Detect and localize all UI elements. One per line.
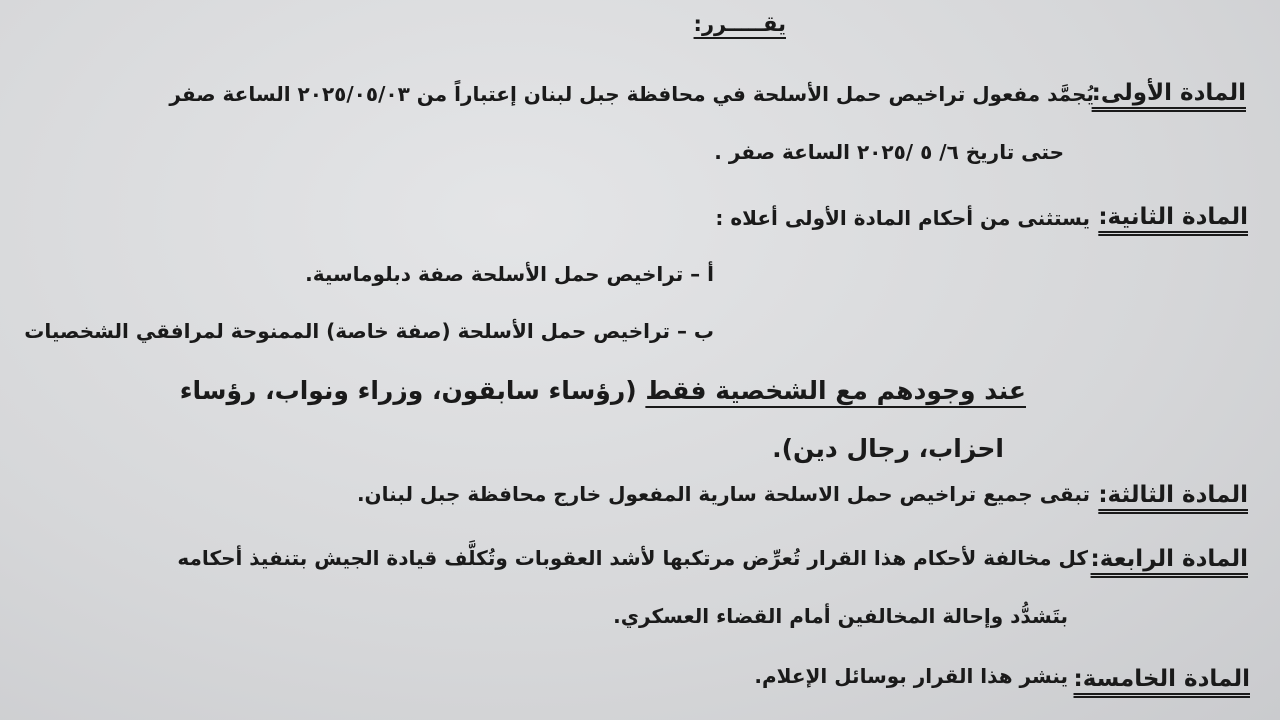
article-2-item-b: ب – تراخيص حمل الأسلحة (صفة خاصة) الممنوحة لمرافقي الشخصيات [24, 319, 714, 343]
article-3-line-1: تبقى جميع تراخيص حمل الاسلحة سارية المفعول خارج محافظة جبل لبنان. [356, 482, 1090, 506]
article-2-emphasis-underlined: عند وجودهم مع الشخصية فقط [645, 376, 1026, 405]
article-1-line-2: حتى تاريخ ٦/ ٥ /٢٠٢٥ الساعة صفر . [714, 140, 1064, 164]
article-5-label: المادة الخامسة: [1073, 666, 1250, 692]
article-2-line-1: يستثنى من أحكام المادة الأولى أعلاه : [715, 206, 1090, 230]
article-2-emphasis-rest: (رؤساء سابقون، وزراء ونواب، رؤساء [179, 376, 637, 405]
decision-heading: يقـــــرر: [693, 12, 786, 36]
article-4-line-1: كل مخالفة لأحكام هذا القرار تُعرِّض مرتكبها لأشد العقوبات وتُكلَّف قيادة الجيش بتنفيذ أحكامه [177, 546, 1088, 570]
article-5-line-1: ينشر هذا القرار بوسائل الإعلام. [754, 664, 1068, 688]
article-2-item-a: أ – تراخيص حمل الأسلحة صفة دبلوماسية. [305, 262, 714, 286]
article-2-emphasis-line-2: احزاب، رجال دين). [772, 434, 1004, 463]
article-1-line-1: يُجمَّد مفعول تراخيص حمل الأسلحة في محافظة جبل لبنان إعتباراً من ٢٠٢٥/٠٥/٠٣ الساعة صفر [169, 82, 1094, 106]
article-2-label: المادة الثانية: [1098, 204, 1248, 230]
article-1-label: المادة الأولى: [1091, 80, 1246, 106]
article-4-line-2: بتَشدُّد وإحالة المخالفين أمام القضاء العسكري. [613, 604, 1068, 628]
article-4-label: المادة الرابعة: [1090, 546, 1248, 572]
article-2-emphasis-line-1 [180, 378, 1026, 403]
article-3-label: المادة الثالثة: [1098, 482, 1248, 508]
